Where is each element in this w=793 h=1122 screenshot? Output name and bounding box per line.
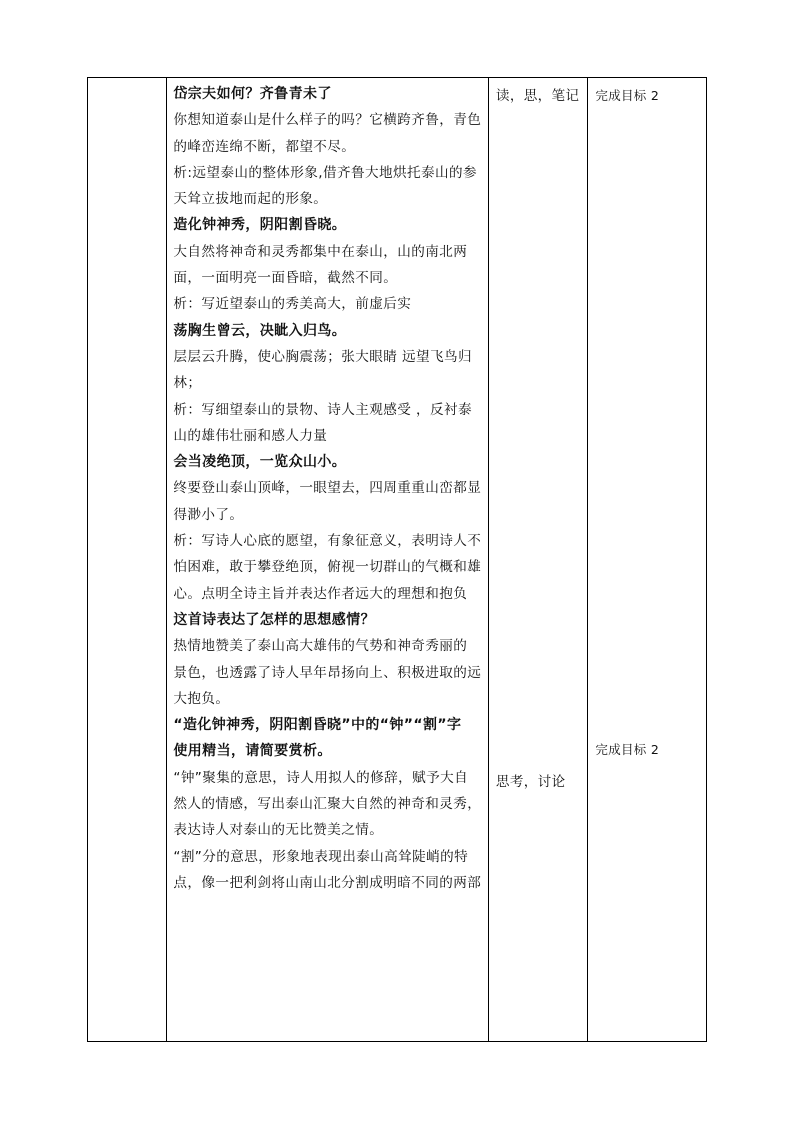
content-line: “割”分的意思，形象地表现出泰山高耸陡峭的特	[173, 848, 469, 865]
content-line: 然人的情感，写出泰山汇聚大自然的神奇和灵秀，	[173, 796, 482, 813]
activity-cell	[488, 78, 587, 1042]
content-line: 析：写细望泰山的景物、诗人主观感受 ，反衬泰	[173, 401, 472, 418]
content-line: 林；	[173, 375, 202, 392]
content-line: 面，一面明亮一面昏暗，截然不同。	[173, 270, 398, 287]
content-line: “钟”聚集的意思，诗人用拟人的修辞，赋予大自	[173, 769, 469, 786]
content-line: 天耸立拔地而起的形象。	[173, 191, 328, 208]
content-line: 热情地赞美了泰山高大雄伟的气势和神奇秀丽的	[173, 638, 468, 655]
content-cell	[167, 78, 489, 1042]
content-line: 山的雄伟壮丽和感人力量	[173, 427, 328, 444]
blank-cell	[88, 78, 167, 1042]
content-line: 析：写诗人心底的愿望，有象征意义，表明诗人不	[173, 533, 482, 550]
content-line: 景色，也透露了诗人早年昂扬向上、积极进取的远	[173, 664, 482, 681]
activity-text-2: 思考，讨论	[495, 774, 566, 790]
content-line: 点，像一把利剑将山南山北分割成明暗不同的两部	[173, 874, 482, 891]
content-line: 层层云升腾，使心胸震荡；张大眼睛 远望飞鸟归	[173, 348, 472, 365]
content-line: 心。点明全诗主旨并表达作者远大的理想和抱负	[173, 585, 468, 602]
goal-text-1: 完成目标 2	[595, 88, 660, 103]
content-line: 终要登山泰山顶峰，一眼望去，四周重重山峦都显	[173, 480, 482, 497]
content-line: 得渺小了。	[173, 506, 244, 523]
content-line: 析:远望泰山的整体形象,借齐鲁大地烘托泰山的参	[173, 164, 477, 181]
lesson-table	[87, 77, 707, 1042]
content-line: 使用精当，请简要赏析。	[173, 743, 332, 760]
content-line: 荡胸生曾云，决眦入归鸟。	[173, 322, 347, 339]
content-line: 大自然将神奇和灵秀都集中在泰山，山的南北两	[173, 243, 468, 260]
content-line: 析：写近望泰山的秀美高大，前虚后实	[173, 296, 412, 313]
content-line: 大抱负。	[173, 690, 230, 707]
content-line: 造化钟神秀，阴阳割昏晓。	[173, 217, 347, 234]
content-line: 怕困难，敢于攀登绝顶，俯视一切群山的气概和雄	[173, 559, 482, 576]
goal-cell	[588, 78, 707, 1042]
content-line: 这首诗表达了怎样的思想感情？	[173, 611, 375, 628]
content-line: 的峰峦连绵不断，都望不尽。	[173, 138, 356, 155]
goal-text-2: 完成目标 2	[595, 742, 660, 757]
content-line: “造化钟神秀，阴阳割昏晓”中的“钟”“割”字	[173, 717, 462, 734]
content-line: 会当凌绝顶，一览众山小。	[173, 454, 347, 471]
activity-text-1: 读，思，笔记	[495, 88, 580, 104]
content-line: 岱宗夫如何？齐鲁青未了	[173, 86, 332, 102]
content-line: 表达诗人对泰山的无比赞美之情。	[173, 822, 384, 839]
content-line: 你想知道泰山是什么样子的吗？它横跨齐鲁，青色	[173, 112, 482, 129]
content-lines	[173, 81, 483, 896]
